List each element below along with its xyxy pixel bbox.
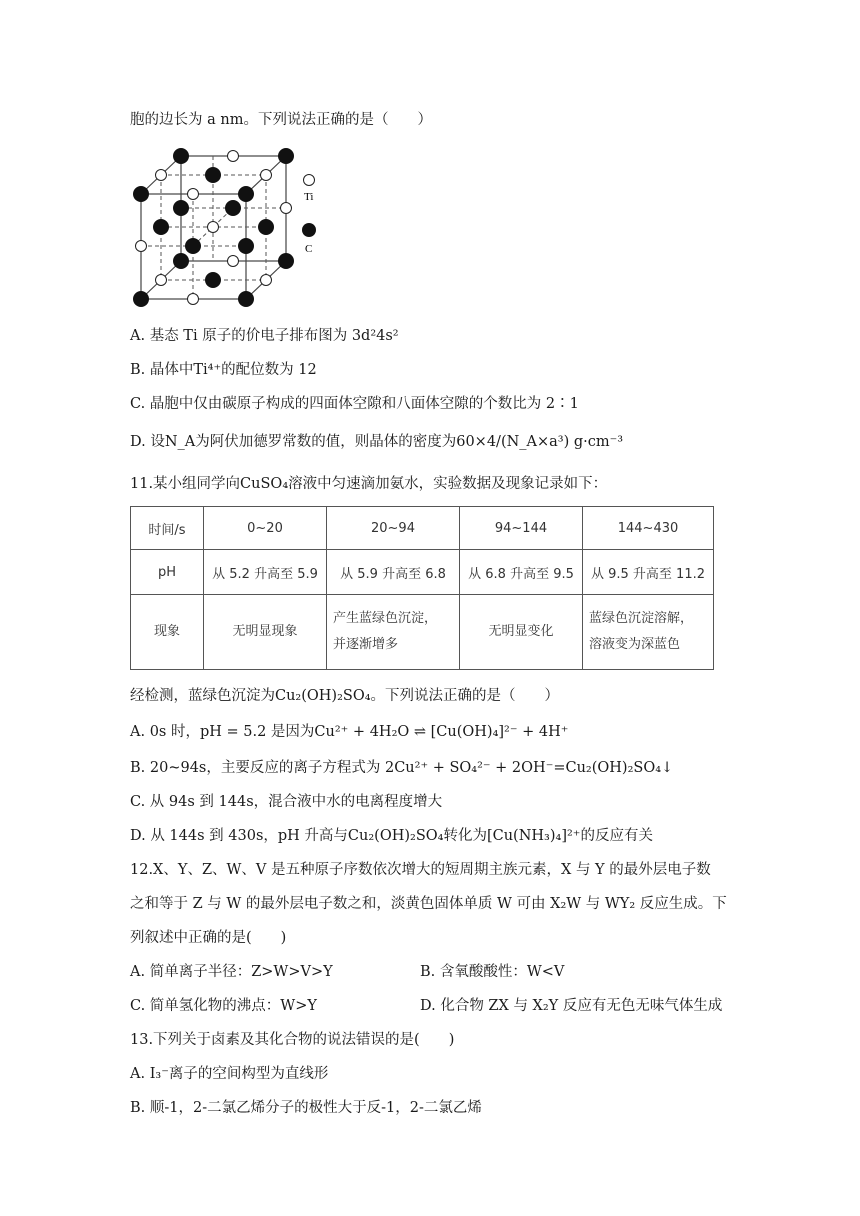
q13-stem: 13.下列关于卤素及其化合物的说法错误的是( ) xyxy=(130,1032,455,1048)
q10-option-c: C. 晶胞中仅由碳原子构成的四面体空隙和八面体空隙的个数比为 2∶1 xyxy=(130,396,579,412)
q10-option-a: A. 基态 Ti 原子的价电子排布图为 3d²4s² xyxy=(130,328,399,344)
crystal-cell-diagram xyxy=(126,146,326,316)
table-cell-line: 溶液变为深蓝色 xyxy=(589,637,681,652)
table-cell: 从 9.5 升高至 11.2 xyxy=(583,550,714,595)
table-cell-line: 并逐渐增多 xyxy=(333,637,399,652)
table-cell: pH xyxy=(131,550,204,595)
table-cell: 从 6.8 升高至 9.5 xyxy=(460,550,583,595)
q10-option-d: D. 设N_A为阿伏加德罗常数的值，则晶体的密度为60×4/(N_A×a³) g·cm⁻³ xyxy=(130,434,624,450)
q12-stem-line: 12.X、Y、Z、W、V 是五种原子序数依次增大的短周期主族元素，X 与 Y 的最外层电子数 xyxy=(130,862,711,878)
intro-text: 胞的边长为 a nm。下列说法正确的是（ ） xyxy=(130,112,432,128)
c-legend-label: C xyxy=(305,243,313,255)
q12-option-d: D. 化合物 ZX 与 X₂Y 反应有无色无味气体生成 xyxy=(420,998,723,1014)
q12-stem-line: 列叙述中正确的是( ) xyxy=(130,930,287,946)
q13-option-a: A. I₃⁻离子的空间构型为直线形 xyxy=(130,1066,329,1082)
q10-option-b: B. 晶体中Ti⁴⁺的配位数为 12 xyxy=(130,362,317,378)
table-cell: 现象 xyxy=(131,595,204,670)
table-header-cell: 20~94 xyxy=(327,507,460,550)
table-cell: 无明显现象 xyxy=(204,595,327,670)
table-cell: 无明显变化 xyxy=(460,595,583,670)
ti-legend-marker xyxy=(304,175,315,186)
table-cell-line: 产生蓝绿色沉淀， xyxy=(333,611,438,626)
q12-stem-line: 之和等于 Z 与 W 的最外层电子数之和，淡黄色固体单质 W 可由 X₂W 与 WY₂ 反应生成。下 xyxy=(130,896,727,912)
q11-stem: 11.某小组同学向CuSO₄溶液中匀速滴加氨水，实验数据及现象记录如下： xyxy=(130,476,608,492)
q11-option-b: B. 20~94s，主要反应的离子方程式为 2Cu²⁺ + SO₄²⁻ + 2OH⁻=Cu₂(OH)₂SO₄↓ xyxy=(130,760,674,776)
table-row xyxy=(131,595,714,670)
table-cell: 从 5.9 升高至 6.8 xyxy=(327,550,460,595)
table-cell xyxy=(327,595,460,670)
ti-legend-label: Ti xyxy=(304,191,314,203)
table-header-cell: 0~20 xyxy=(204,507,327,550)
experiment-table xyxy=(130,506,714,670)
table-row xyxy=(131,550,714,595)
q12-option-c: C. 简单氢化物的沸点：W>Y xyxy=(130,998,317,1014)
table-cell: 从 5.2 升高至 5.9 xyxy=(204,550,327,595)
table-row xyxy=(131,507,714,550)
q13-option-b: B. 顺-1，2-二氯乙烯分子的极性大于反-1，2-二氯乙烯 xyxy=(130,1100,482,1116)
table-cell xyxy=(583,595,714,670)
q11-option-c: C. 从 94s 到 144s，混合液中水的电离程度增大 xyxy=(130,794,443,810)
table-cell-line: 蓝绿色沉淀溶解， xyxy=(589,611,694,626)
table-header-cell: 144~430 xyxy=(583,507,714,550)
q12-option-b: B. 含氧酸酸性：W<V xyxy=(420,964,565,980)
q11-option-a: A. 0s 时，pH = 5.2 是因为Cu²⁺ + 4H₂O ⇌ [Cu(OH)₄]²⁻ + 4H⁺ xyxy=(130,724,569,740)
q11-after-text: 经检测，蓝绿色沉淀为Cu₂(OH)₂SO₄。下列说法正确的是（ ） xyxy=(130,688,560,704)
q12-option-a: A. 简单离子半径：Z>W>V>Y xyxy=(130,964,333,980)
table-header-cell: 时间/s xyxy=(131,507,204,550)
q11-option-d: D. 从 144s 到 430s，pH 升高与Cu₂(OH)₂SO₄转化为[Cu(NH₃)₄]²⁺的反应有关 xyxy=(130,828,653,844)
table-header-cell: 94~144 xyxy=(460,507,583,550)
c-legend-marker xyxy=(302,223,316,237)
